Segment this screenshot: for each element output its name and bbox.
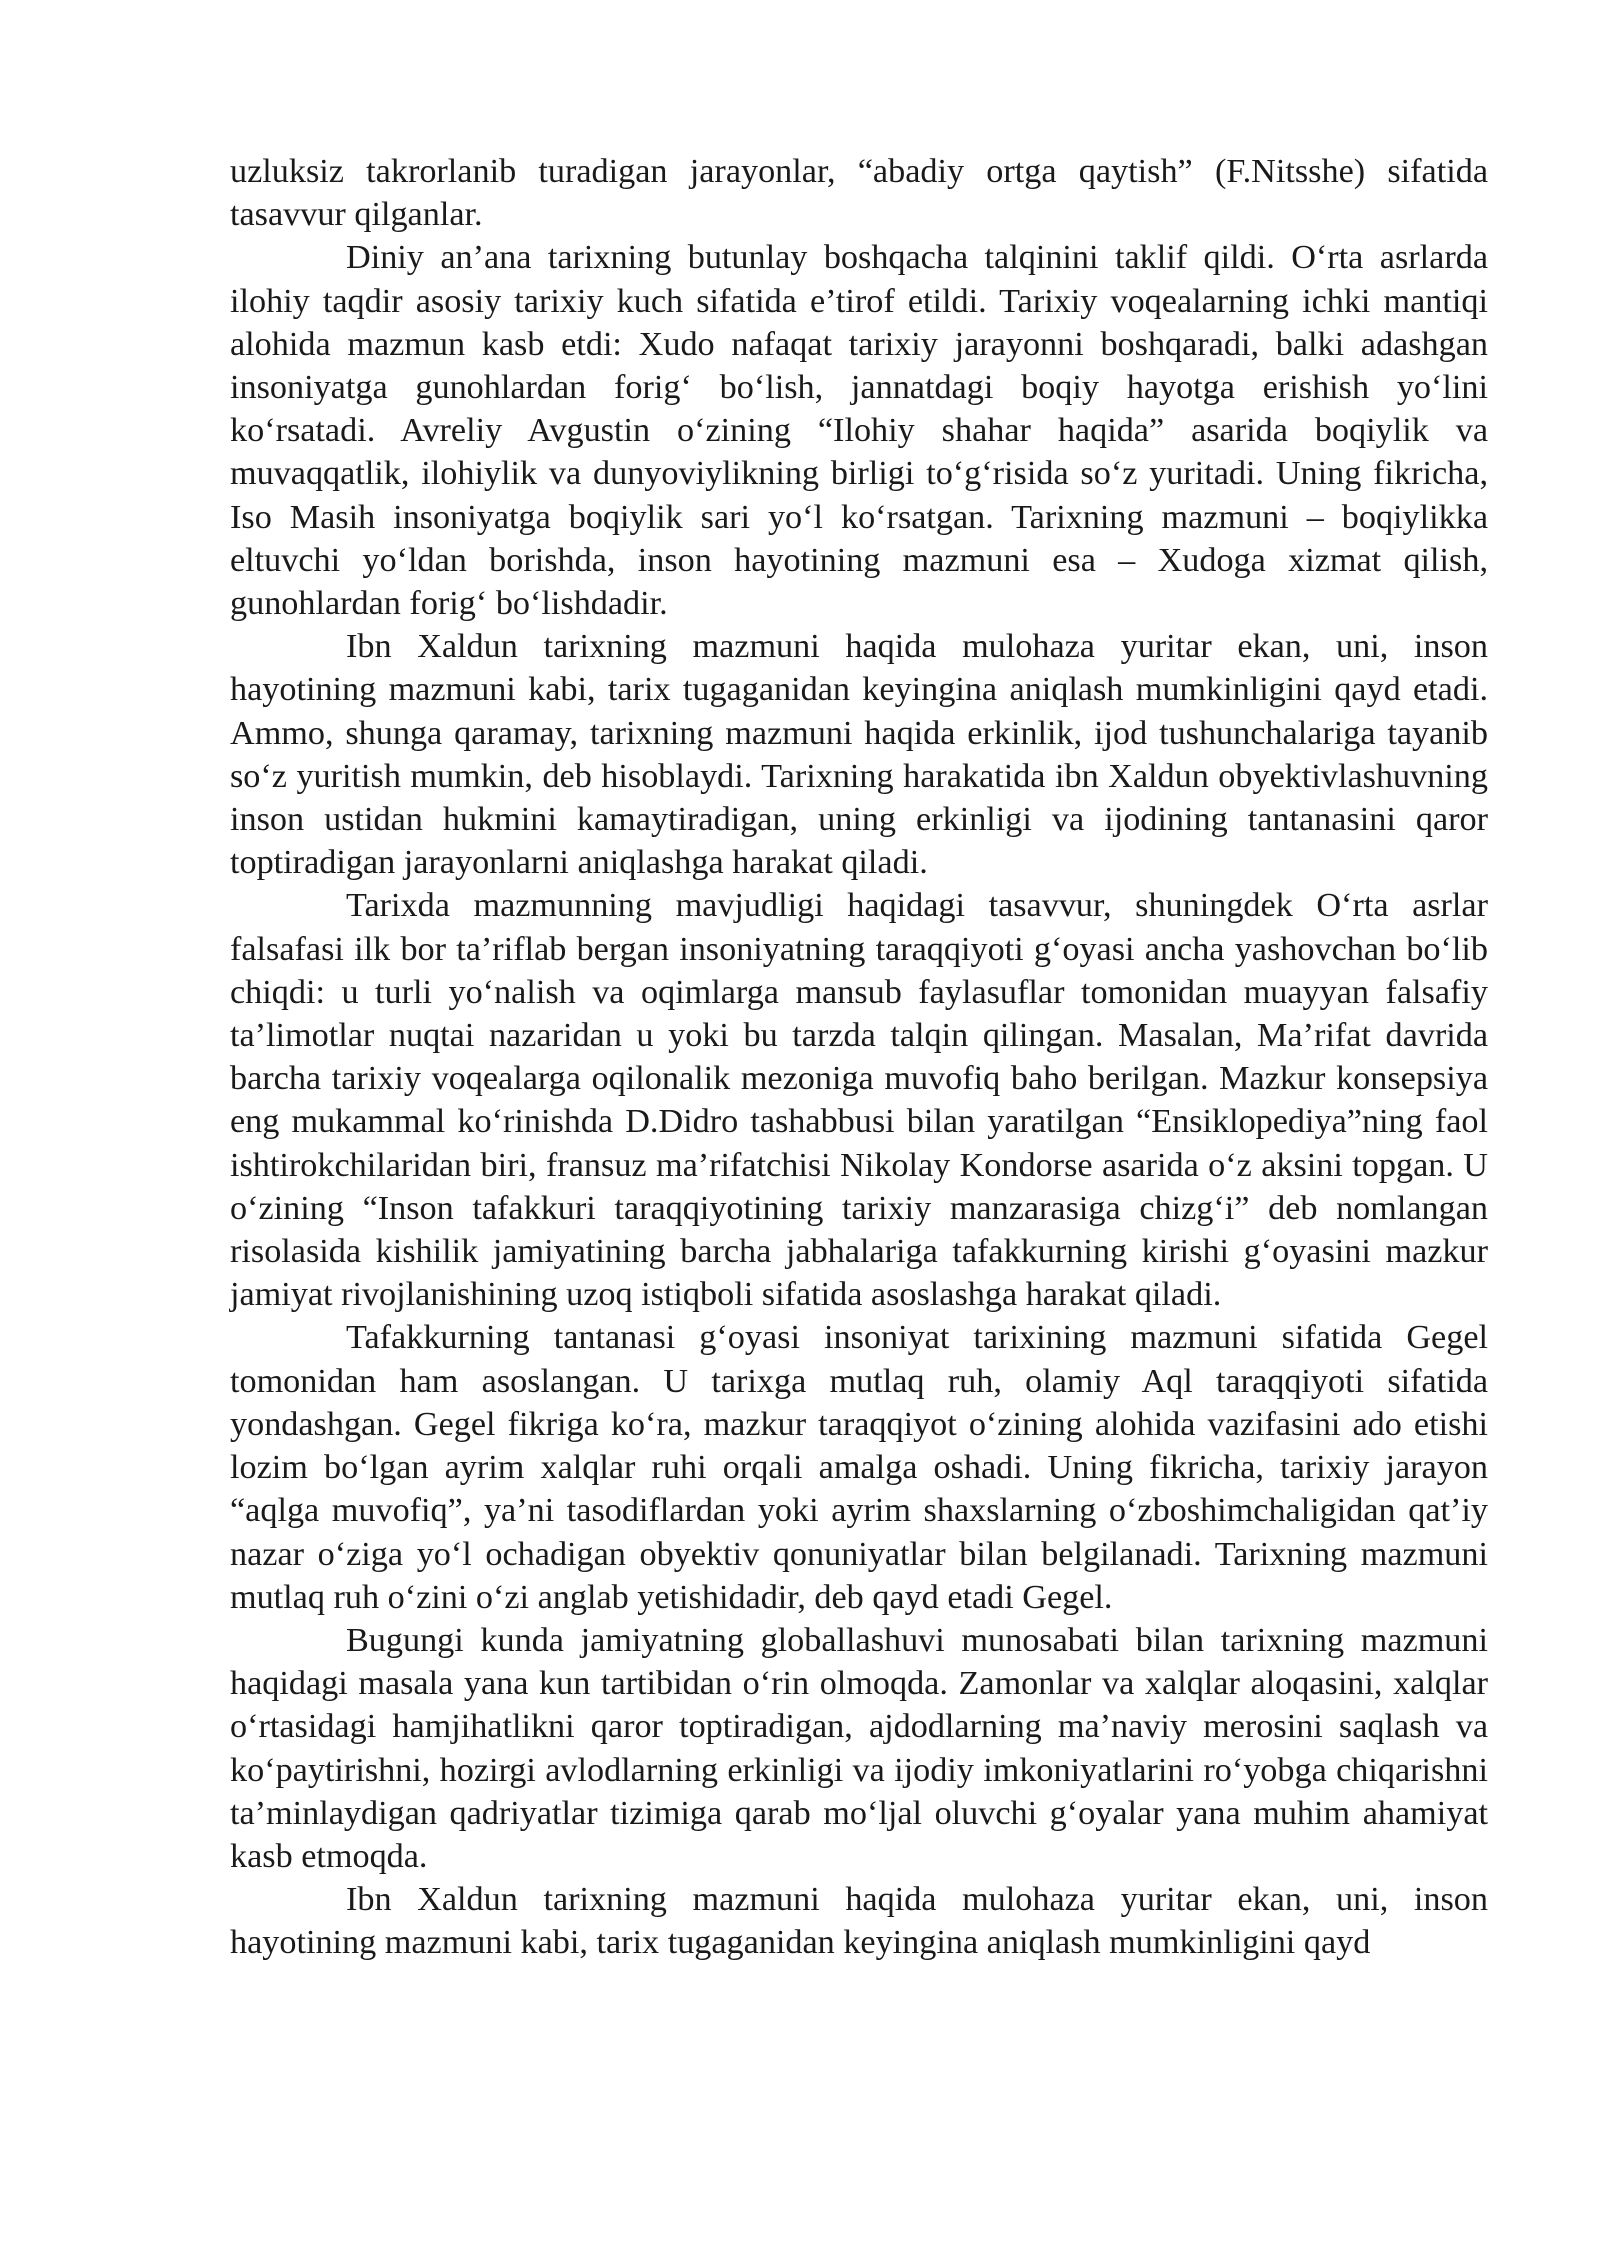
paragraph-hegel: Tafakkurning tantanasi g‘oyasi insoniyat tarixining mazmuni sifatida Gegel tomonidan ham asoslangan. U tarixga mutlaq ruh, olamiy Aql taraqqiyoti sifatida yondashgan. Gegel fikriga ko‘ra, mazkur taraqqiyot o‘zining alohida vazifasini ado etishi lozim bo‘lgan ayrim xalqlar ruhi orqali amalga oshadi. Uning fikricha, tarixiy jarayon “aqlga muvofiq”, ya’ni tasodiflardan yoki ayrim shaxslarning o‘zboshimchaligidan qat’iy nazar o‘ziga yo‘l ochadigan obyektiv qonuniyatlar bilan belgilanadi. Tarixning mazmuni mutlaq ruh o‘zini o‘zi anglab yetishidadir, deb qayd etadi Gegel. (230, 1319, 1488, 1616)
paragraph-religious-tradition: Diniy an’ana tarixning butunlay boshqacha talqinini taklif qildi. O‘rta asrlarda ilohiy taqdir asosiy tarixiy kuch sifatida e’tirof etildi. Tarixiy voqealarning ichki mantiqi alohida mazmun kasb etdi: Xudo nafaqat tarixiy jarayonni boshqaradi, balki adashgan insoniyatga gunohlardan forig‘ bo‘lish, jannatdagi boqiy hayotga erishish yo‘lini ko‘rsatadi. Avreliy Avgustin o‘zining “Ilohiy shahar haqida” asarida boqiylik va muvaqqatlik, ilohiylik va dunyoviylikning birligi to‘g‘risida so‘z yuritadi. Uning fikricha, Iso Masih insoniyatga boqiylik sari yo‘l ko‘rsatgan. Tarixning mazmuni – boqiylikka eltuvchi yo‘ldan borishda, inson hayotining mazmuni esa – Xudoga xizmat qilish, gunohlardan forig‘ bo‘lishdadir. (230, 239, 1488, 623)
paragraph-globalization: Bugungi kunda jamiyatning globallashuvi munosabati bilan tarixning mazmuni haqidagi masala yana kun tartibidan o‘rin olmoqda. Zamonlar va xalqlar aloqasini, xalqlar o‘rtasidagi hamjihatlikni qaror toptiradigan, ajdodlarning ma’naviy merosini saqlash va ko‘paytirishni, hozirgi avlodlarning erkinligi va ijodiy imkoniyatlarini ro‘yobga chiqarishni ta’minlaydigan qadriyatlar tizimiga qarab mo‘ljal oluvchi g‘oyalar yana muhim ahamiyat kasb etmoqda. (230, 1621, 1488, 1875)
paragraph-ibn-khaldun-repeat: Ibn Xaldun tarixning mazmuni haqida mulohaza yuritar ekan, uni, inson hayotining mazmuni kabi, tarix tugaganidan keyingina aniqlash mumkinligini qayd (230, 1881, 1488, 1962)
paragraph-progress-idea: Tarixda mazmunning mavjudligi haqidagi tasavvur, shuningdek O‘rta asrlar falsafasi ilk bor ta’riflab bergan insoniyatning taraqqiyoti g‘oyasi ancha yashovchan bo‘lib chiqdi: u turli yo‘nalish va oqimlarga mansub faylasuflar tomonidan muayyan falsafiy ta’limotlar nuqtai nazaridan u yoki bu tarzda talqin qilingan. Masalan, Ma’rifat davrida barcha tarixiy voqealarga oqilonalik mezoniga muvofiq baho berilgan. Mazkur konsepsiya eng mukammal ko‘rinishda D.Didro tashabbusi bilan yaratilgan “Ensiklopediya”ning faol ishtirokchilaridan biri, fransuz ma’rifatchisi Nikolay Kondorse asarida o‘z aksini topgan. U o‘zining “Inson tafakkuri taraqqiyotining tarixiy manzarasiga chizg‘i” deb nomlangan risolasida kishilik jamiyatining barcha jabhalariga tafakkurning kirishi g‘oyasini mazkur jamiyat rivojlanishining uzoq istiqboli sifatida asoslashga harakat qiladi. (230, 887, 1488, 1314)
document-body (230, 150, 1488, 1965)
paragraph-continuation: uzluksiz takrorlanib turadigan jarayonlar, “abadiy ortga qaytish” (F.Nitsshe) sifatida tasavvur qilganlar. (230, 153, 1488, 234)
paragraph-ibn-khaldun: Ibn Xaldun tarixning mazmuni haqida mulohaza yuritar ekan, uni, inson hayotining mazmuni kabi, tarix tugaganidan keyingina aniqlash mumkinligini qayd etadi. Ammo, shunga qaramay, tarixning mazmuni haqida erkinlik, ijod tushunchalariga tayanib so‘z yuritish mumkin, deb hisoblaydi. Tarixning harakatida ibn Xaldun obyektivlashuvning inson ustidan hukmini kamaytiradigan, uning erkinligi va ijodining tantanasini qaror toptiradigan jarayonlarni aniqlashga harakat qiladi. (230, 628, 1488, 882)
